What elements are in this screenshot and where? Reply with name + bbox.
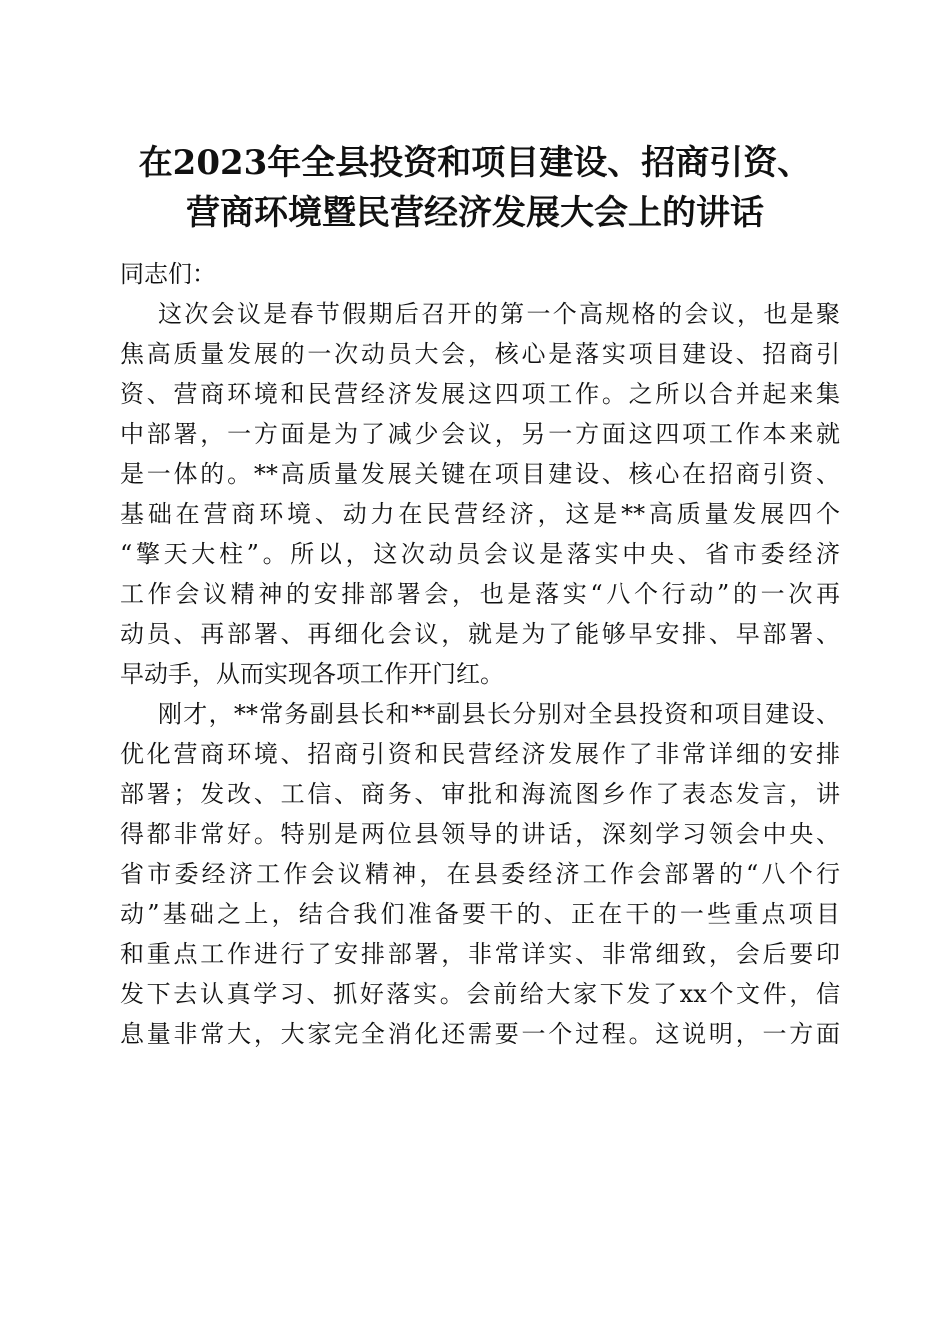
- paragraph-line: 基础在营商环境、动力在民营经济，这是**高质量发展四个: [120, 500, 840, 528]
- paragraph-line: “擎天大柱”。所以，这次动员会议是落实中央、省市委经济: [120, 540, 840, 568]
- paragraph-line: 这次会议是春节假期后召开的第一个高规格的会议，也是聚: [158, 300, 840, 328]
- paragraph-line: 资、营商环境和民营经济发展这四项工作。之所以合并起来集: [120, 380, 840, 408]
- paragraph-2: [120, 694, 840, 1054]
- paragraph-line: 工作会议精神的安排部署会，也是落实“八个行动”的一次再: [120, 580, 840, 608]
- paragraph-line: 优化营商环境、招商引资和民营经济发展作了非常详细的安排: [120, 740, 840, 768]
- salutation: 同志们：: [120, 260, 216, 288]
- paragraph-line: 动员、再部署、再细化会议，就是为了能够早安排、早部署、: [120, 620, 840, 648]
- paragraph-line: 刚才，**常务副县长和**副县长分别对全县投资和项目建设、: [158, 700, 840, 728]
- title-line-1: 在2023年全县投资和项目建设、招商引资、: [138, 143, 812, 183]
- paragraph-line: 和重点工作进行了安排部署，非常详实、非常细致，会后要印: [120, 940, 840, 968]
- paragraph-line: 部署；发改、工信、商务、审批和海流图乡作了表态发言，讲: [120, 780, 840, 808]
- paragraph-line: 焦高质量发展的一次动员大会，核心是落实项目建设、招商引: [120, 340, 840, 368]
- paragraph-line: 早动手，从而实现各项工作开门红。: [120, 660, 504, 688]
- paragraph-line: 得都非常好。特别是两位县领导的讲话，深刻学习领会中央、: [120, 820, 840, 848]
- paragraph-line: 省市委经济工作会议精神，在县委经济工作会部署的“八个行: [120, 860, 840, 888]
- title-line-2: 营商环境暨民营经济发展大会上的讲话: [186, 193, 764, 233]
- document-body: [120, 254, 840, 1054]
- paragraph-line: 发下去认真学习、抓好落实。会前给大家下发了xx个文件，信: [120, 980, 840, 1008]
- paragraph-line: 息量非常大，大家完全消化还需要一个过程。这说明，一方面: [120, 1020, 840, 1048]
- paragraph-line: 动”基础之上，结合我们准备要干的、正在干的一些重点项目: [120, 900, 840, 928]
- paragraph-line: 是一体的。**高质量发展关键在项目建设、核心在招商引资、: [120, 460, 840, 488]
- paragraph-line: 中部署，一方面是为了减少会议，另一方面这四项工作本来就: [120, 420, 840, 448]
- document-title: [100, 138, 850, 238]
- paragraph-1: [120, 294, 840, 694]
